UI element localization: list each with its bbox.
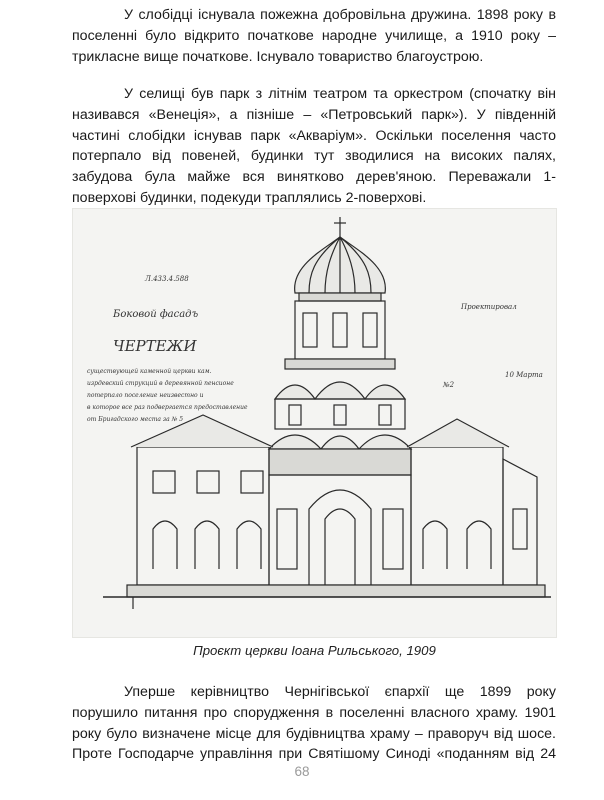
drawing-number: Л.433.4.588 bbox=[145, 275, 189, 283]
church-elevation-drawing bbox=[73, 209, 556, 637]
text-line: потерпало від повеней, будинки тут зводилися на високих палях, bbox=[72, 148, 556, 165]
drawing-signature: Проектировал bbox=[461, 303, 517, 311]
nave-windows-left bbox=[153, 471, 263, 569]
text-line: називався «Венеція», а пізніше – «Петровський парк»). У південній bbox=[72, 106, 556, 123]
text-line: У селищі був парк з літнім театром та оркестром (спочатку він bbox=[124, 86, 556, 102]
paragraph-church-history bbox=[72, 682, 556, 765]
text-line: Проте Господарче управління при Святішому Синоді «поданням від 24 bbox=[72, 746, 556, 763]
church-drawing-figure bbox=[72, 208, 557, 638]
text-line: трикласне вище початкове. Існувало товариство благоустрою. bbox=[72, 48, 484, 65]
drawing-number-right: №2 bbox=[443, 381, 455, 389]
text-line: У слобідці існувала пожежна добровільна дружина. 1898 року в bbox=[124, 7, 556, 23]
text-line: поверхові будинки, подекуди траплялись 2-поверхові. bbox=[72, 189, 427, 206]
page-number: 68 bbox=[294, 764, 310, 779]
drawing-note-line: изрдевский струкций в деревянной пенсионе bbox=[87, 380, 234, 387]
drawing-note-line: потерпало поселение неизвестно и bbox=[87, 392, 204, 399]
text-line: поселенні було відкрито початкове народне училище, а 1910 року – bbox=[72, 27, 556, 44]
drum-windows bbox=[303, 313, 377, 347]
nave-windows-right bbox=[423, 521, 491, 569]
text-line: частині слобідки існував парк «Акваріум». Оскільки поселення часто bbox=[72, 127, 556, 144]
drawing-note-line: существующей каменной церкви кам. bbox=[87, 368, 212, 375]
drawing-facade-label: Боковой фасадъ bbox=[113, 309, 199, 320]
paragraph-fire-brigade bbox=[72, 5, 556, 67]
text-line: порушило питання про спорудження в поселенні власного храму. 1901 bbox=[72, 704, 556, 721]
paragraph-parks bbox=[72, 84, 556, 209]
text-line: року було визначене місце для будівництва храму – праворуч від шосе. bbox=[72, 725, 556, 742]
text-line: Уперше керівництво Чернігівської єпархії ще 1899 року bbox=[124, 684, 556, 700]
drawing-note-line: от Бригадского места за № 5 bbox=[87, 416, 184, 423]
drawing-title: ЧЕРТЕЖИ bbox=[113, 337, 197, 355]
figure-caption: Проєкт церкви Іоана Рильського, 1909 bbox=[193, 643, 436, 658]
text-line: забудова була майже вся винятково дерев'яною. Переважали 1- bbox=[72, 169, 556, 186]
drawing-date: 10 Марта bbox=[505, 371, 543, 379]
drawing-note-line: в которое все раз подвергается предоставление bbox=[87, 404, 248, 411]
